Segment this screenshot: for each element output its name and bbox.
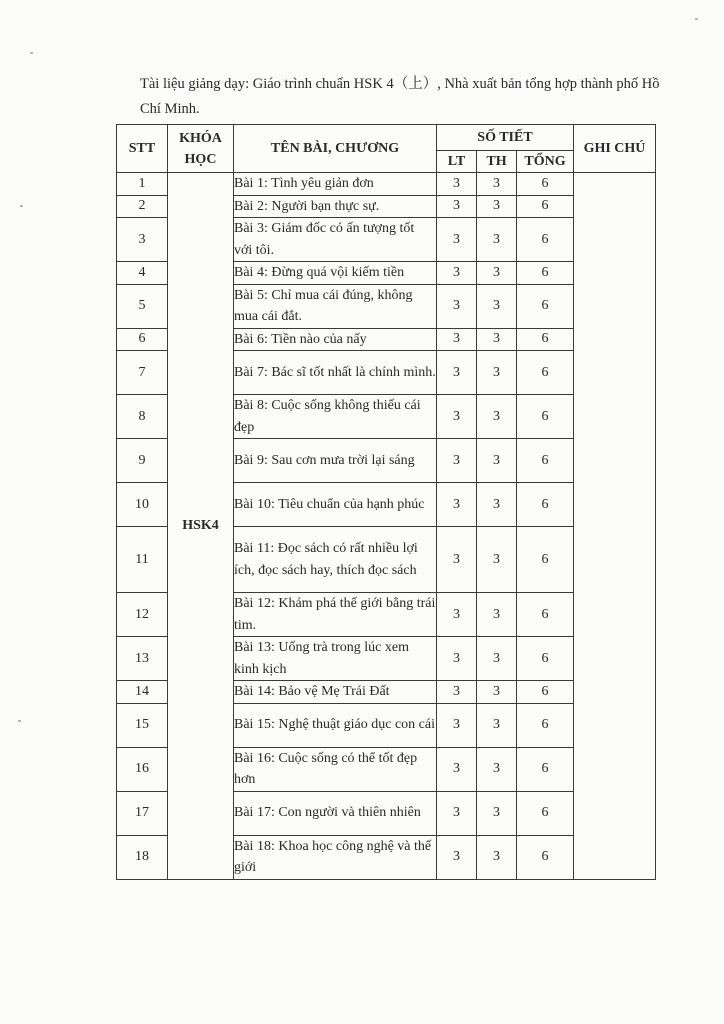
cell-th: 3 [477,439,517,483]
cell-th: 3 [477,351,517,395]
cell-stt: 12 [117,593,168,637]
cell-stt: 7 [117,351,168,395]
cell-stt: 5 [117,284,168,328]
cell-lt: 3 [437,173,477,196]
cell-total: 6 [517,747,574,791]
cell-lesson-title: Bài 17: Con người và thiên nhiên [234,791,437,835]
cell-lt: 3 [437,681,477,704]
cell-lt: 3 [437,262,477,285]
cell-lesson-title: Bài 15: Nghệ thuật giáo dục con cái [234,703,437,747]
cell-stt: 8 [117,395,168,439]
cell-th: 3 [477,262,517,285]
cell-lt: 3 [437,483,477,527]
cell-total: 6 [517,681,574,704]
cell-lesson-title: Bài 6: Tiền nào của nấy [234,328,437,351]
cell-th: 3 [477,395,517,439]
cell-lt: 3 [437,637,477,681]
cell-lt: 3 [437,703,477,747]
cell-th: 3 [477,328,517,351]
header-title: TÊN BÀI, CHƯƠNG [234,125,437,173]
table-row [117,173,656,196]
cell-lt: 3 [437,195,477,218]
header-periods: SỐ TIẾT [437,125,574,151]
cell-lesson-title: Bài 5: Chỉ mua cái đúng, không mua cái đắt. [234,284,437,328]
cell-lesson-title: Bài 8: Cuộc sống không thiếu cái đẹp [234,395,437,439]
cell-total: 6 [517,173,574,196]
cell-lt: 3 [437,328,477,351]
cell-th: 3 [477,218,517,262]
cell-th: 3 [477,284,517,328]
scan-speck [695,18,698,20]
cell-total: 6 [517,262,574,285]
cell-total: 6 [517,351,574,395]
cell-lt: 3 [437,351,477,395]
cell-stt: 1 [117,173,168,196]
cell-stt: 16 [117,747,168,791]
cell-stt: 3 [117,218,168,262]
cell-lesson-title: Bài 1: Tình yêu giản đơn [234,173,437,196]
cell-stt: 15 [117,703,168,747]
cell-lesson-title: Bài 14: Bảo vệ Mẹ Trái Đất [234,681,437,704]
cell-total: 6 [517,395,574,439]
cell-lt: 3 [437,395,477,439]
header-lt: LT [437,151,477,173]
cell-total: 6 [517,218,574,262]
cell-stt: 4 [117,262,168,285]
cell-note [574,173,656,880]
cell-lesson-title: Bài 7: Bác sĩ tốt nhất là chính mình. [234,351,437,395]
cell-total: 6 [517,593,574,637]
cell-lt: 3 [437,835,477,879]
cell-total: 6 [517,835,574,879]
syllabus-table [116,124,656,880]
cell-total: 6 [517,703,574,747]
cell-th: 3 [477,593,517,637]
cell-lt: 3 [437,218,477,262]
header-course: KHÓA HỌC [168,125,234,173]
cell-th: 3 [477,747,517,791]
cell-lesson-title: Bài 18: Khoa học công nghệ và thế giới [234,835,437,879]
cell-stt: 10 [117,483,168,527]
cell-th: 3 [477,835,517,879]
cell-stt: 14 [117,681,168,704]
cell-th: 3 [477,681,517,704]
cell-total: 6 [517,637,574,681]
cell-th: 3 [477,527,517,593]
cell-stt: 18 [117,835,168,879]
cell-th: 3 [477,483,517,527]
scan-speck [30,52,33,54]
cell-lesson-title: Bài 10: Tiêu chuẩn của hạnh phúc [234,483,437,527]
cell-lesson-title: Bài 9: Sau cơn mưa trời lại sáng [234,439,437,483]
cell-lt: 3 [437,593,477,637]
cell-lesson-title: Bài 16: Cuộc sống có thể tốt đẹp hơn [234,747,437,791]
cell-lt: 3 [437,791,477,835]
scan-speck [20,205,23,207]
cell-stt: 17 [117,791,168,835]
scan-speck [18,720,21,722]
header-th: TH [477,151,517,173]
header-total: TỔNG [517,151,574,173]
cell-th: 3 [477,703,517,747]
cell-th: 3 [477,173,517,196]
cell-lt: 3 [437,747,477,791]
cell-stt: 6 [117,328,168,351]
cell-lesson-title: Bài 13: Uống trà trong lúc xem kinh kịch [234,637,437,681]
cell-th: 3 [477,791,517,835]
cell-total: 6 [517,328,574,351]
cell-total: 6 [517,791,574,835]
header-stt: STT [117,125,168,173]
cell-stt: 11 [117,527,168,593]
table-body [117,173,656,880]
intro-text: Tài liệu giảng dạy: Giáo trình chuẩn HSK 4（上）, Nhà xuất bản tổng hợp thành phố Hồ Chí Minh. [140,76,660,117]
cell-course: HSK4 [168,173,234,880]
cell-total: 6 [517,527,574,593]
cell-lesson-title: Bài 3: Giám đốc có ấn tượng tốt với tôi. [234,218,437,262]
cell-lesson-title: Bài 12: Khám phá thế giới bằng trái tim. [234,593,437,637]
cell-th: 3 [477,195,517,218]
cell-lesson-title: Bài 11: Đọc sách có rất nhiều lợi ích, đọc sách hay, thích đọc sách [234,527,437,593]
cell-lt: 3 [437,284,477,328]
cell-total: 6 [517,284,574,328]
cell-stt: 2 [117,195,168,218]
cell-total: 6 [517,195,574,218]
cell-stt: 9 [117,439,168,483]
cell-lesson-title: Bài 4: Đừng quá vội kiếm tiền [234,262,437,285]
cell-total: 6 [517,483,574,527]
cell-total: 6 [517,439,574,483]
cell-lt: 3 [437,527,477,593]
cell-lesson-title: Bài 2: Người bạn thực sự. [234,195,437,218]
cell-th: 3 [477,637,517,681]
cell-stt: 13 [117,637,168,681]
header-note: GHI CHÚ [574,125,656,173]
cell-lt: 3 [437,439,477,483]
